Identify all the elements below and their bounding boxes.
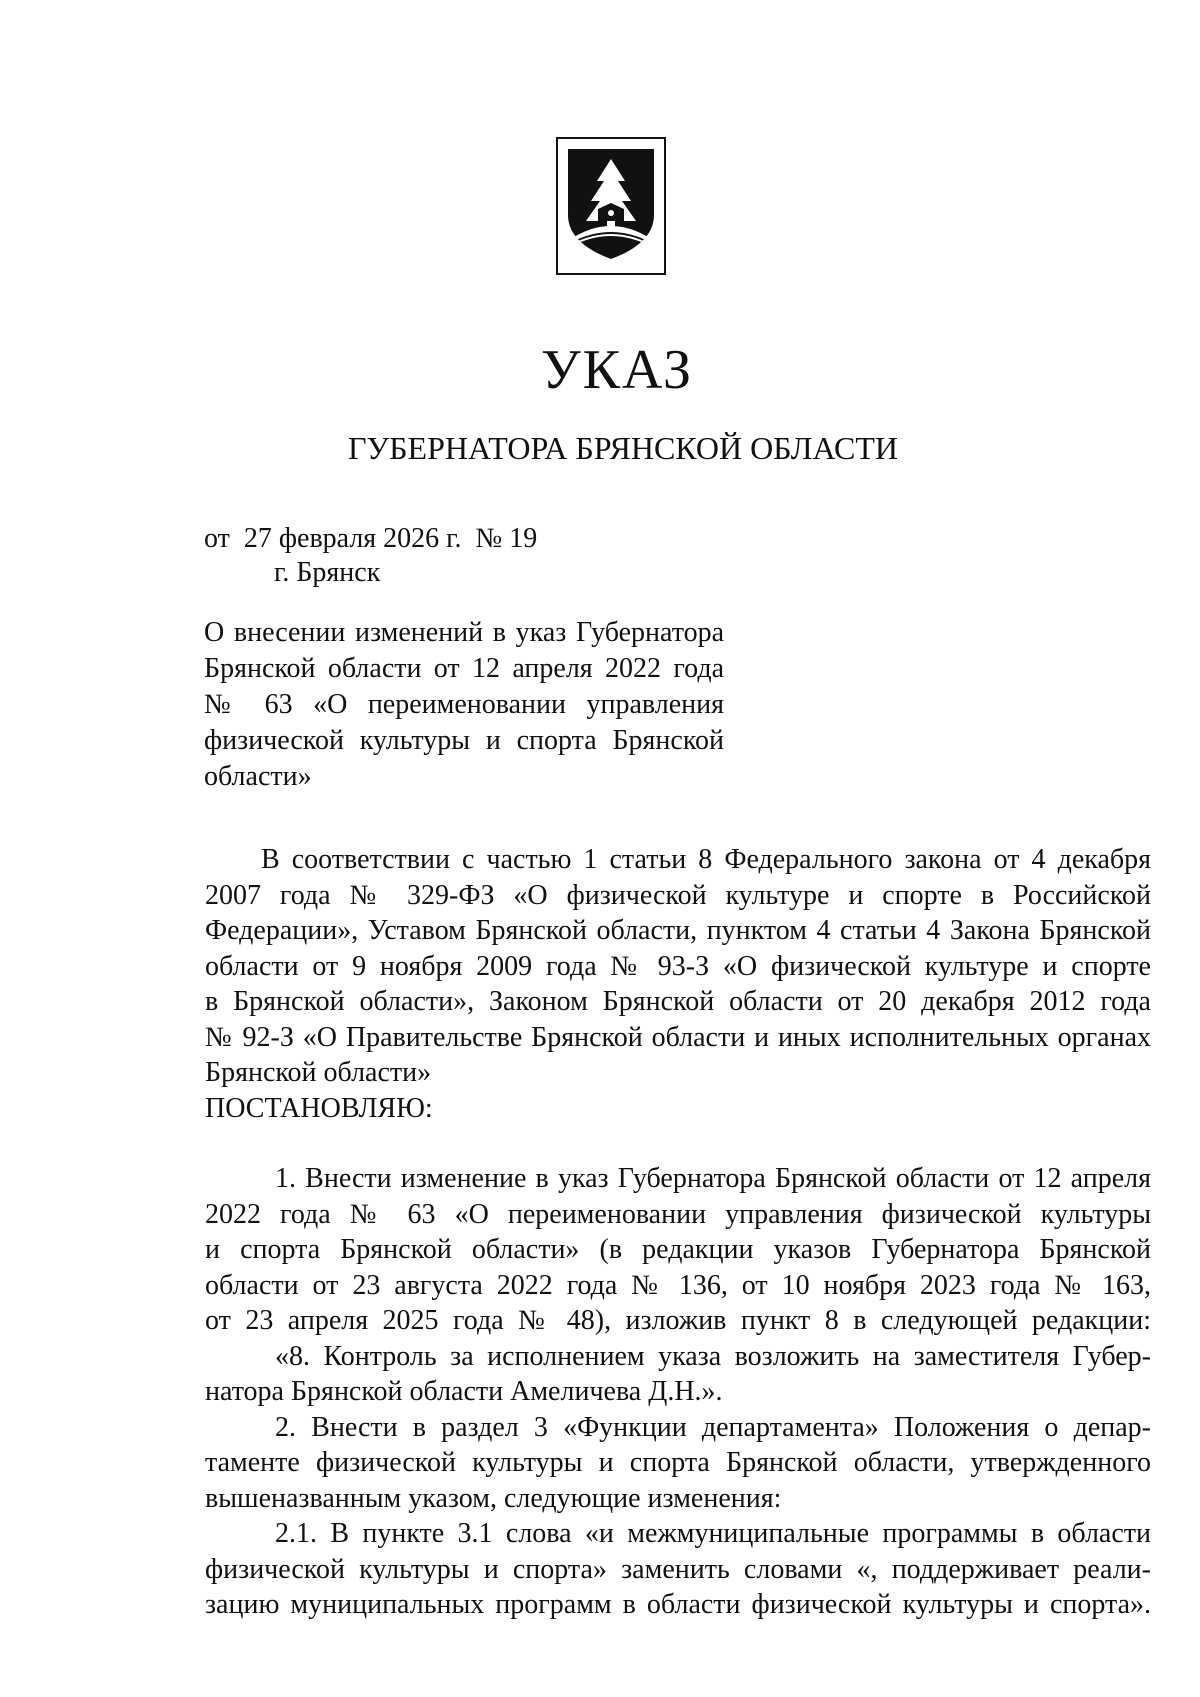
text-line: таменте физической культуры и спорта Брянской области, утвержденного [205, 1447, 1151, 1478]
text-line: в Брянской области», Законом Брянской области от 20 декабря 2012 года [205, 986, 1151, 1017]
document-body [205, 842, 1151, 1623]
text-line: 2022 года № 63 «О переименовании управления физической культуры [205, 1198, 1151, 1230]
text-line: 1. Внести изменение в указ Губернатора Брянской области от 12 апреля [275, 1163, 1151, 1194]
document-heading [204, 615, 724, 795]
heading-line: О внесении изменений в указ Губернатора [204, 617, 724, 648]
preamble-paragraph [205, 842, 1151, 1091]
text-line: физической культуры и спорта» заменить словами «, поддерживает реали- [205, 1553, 1151, 1585]
coat-of-arms [556, 137, 666, 275]
text-line: вышеназванным указом, следующие изменения: [205, 1482, 782, 1514]
text-line: области от 23 августа 2022 года № 136, от 10 ноября 2023 года № 163, [205, 1269, 1151, 1301]
coat-of-arms-icon [564, 145, 658, 267]
heading-line: области» [204, 761, 312, 792]
decree-city: г. Брянск [274, 557, 381, 588]
decree-word [205, 1091, 1151, 1127]
text-line: натора Брянской области Амеличева Д.Н.». [205, 1376, 723, 1407]
text-line: области от 9 ноября 2009 года № 93-З «О физической культуре и спорте [205, 950, 1151, 982]
text-line: «8. Контроль за исполнением указа возложить на заместителя Губер- [275, 1340, 1151, 1372]
heading-line: физической культуры и спорта Брянской [204, 725, 724, 756]
text-line: № 92-З «О Правительстве Брянской области и иных исполнительных органах [205, 1021, 1151, 1053]
text-line: 2. Внести в раздел 3 «Функции департамента» Положения о депар- [275, 1411, 1151, 1443]
decree-date-number: от 27 февраля 2026 г. № 19 [204, 523, 538, 554]
text-line: от 23 апреля 2025 года № 48), изложив пункт 8 в следующей редакции: [205, 1305, 1151, 1336]
item-1-paragraph [205, 1161, 1151, 1339]
page-title: УКАЗ [540, 339, 694, 401]
heading-line: Брянской области от 12 апреля 2022 года [204, 653, 724, 684]
item-1-quote [205, 1339, 1151, 1410]
decree-word-text: ПОСТАНОВЛЯЮ: [205, 1092, 433, 1124]
text-line: 2.1. В пункте 3.1 слова «и межмуниципальные программы в области [275, 1518, 1151, 1549]
text-line: Брянской области» [205, 1057, 432, 1088]
text-line: 2007 года № 329-ФЗ «О физической культуре и спорте в Российской [205, 879, 1151, 911]
heading-line: № 63 «О переименовании управления [204, 689, 724, 720]
text-line: зацию муниципальных программ в области физической культуры и спорта». [205, 1589, 1151, 1620]
text-line: и спорта Брянской области» (в редакции указов Губернатора Брянской [205, 1234, 1151, 1265]
text-line: В соответствии с частью 1 статьи 8 Федерального закона от 4 декабря [261, 844, 1151, 875]
text-line: Федерации», Уставом Брянской области, пунктом 4 статьи 4 Закона Брянской [205, 915, 1151, 946]
page-subtitle: ГУБЕРНАТОРА БРЯНСКОЙ ОБЛАСТИ [348, 430, 898, 466]
item-2-1-paragraph [205, 1516, 1151, 1623]
item-2-paragraph [205, 1410, 1151, 1517]
